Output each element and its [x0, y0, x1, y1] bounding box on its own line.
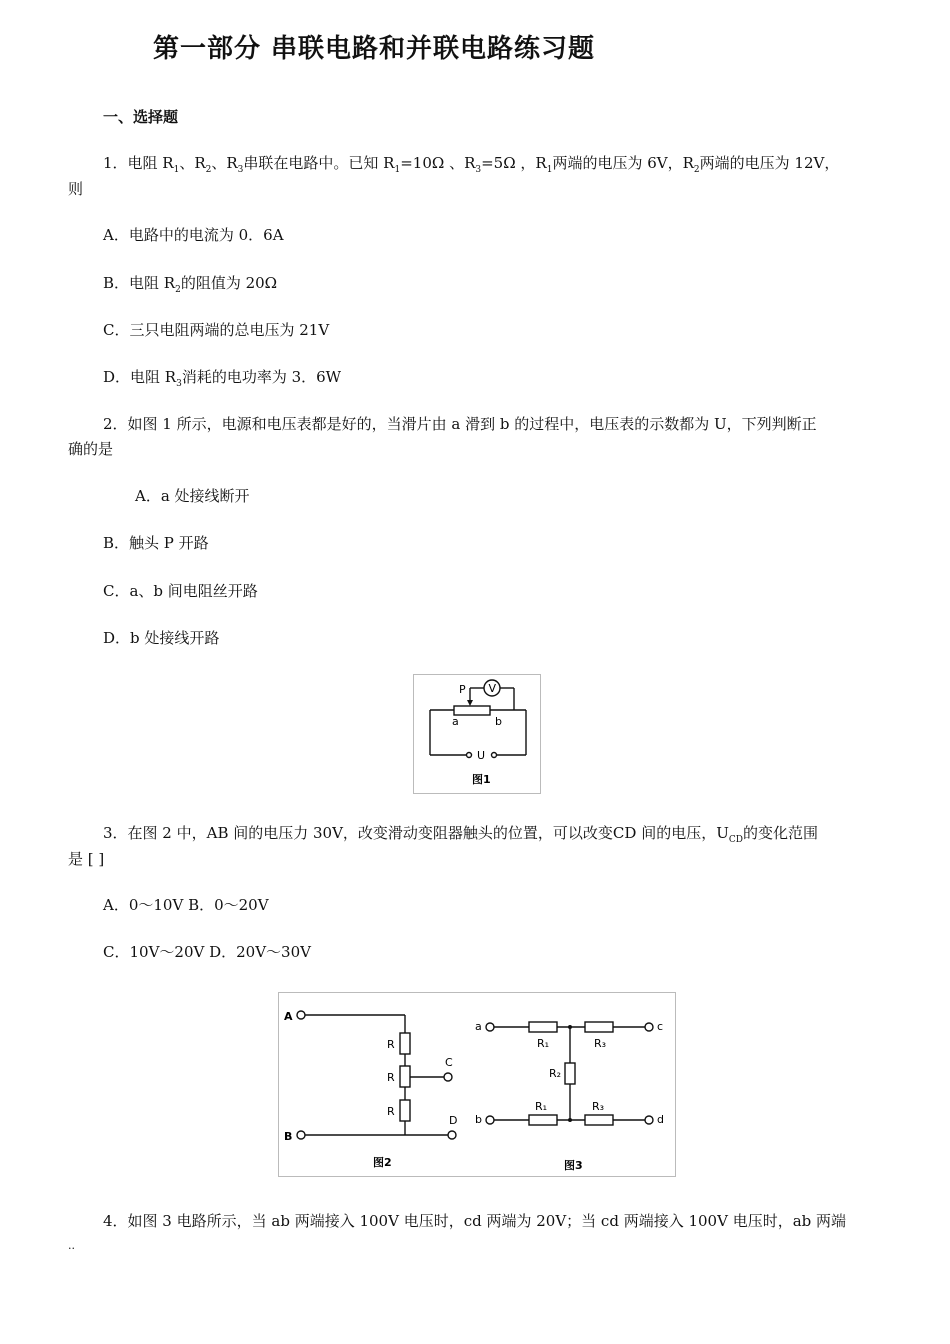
- fig2-r1-label: R: [387, 1038, 395, 1051]
- q3-options-ab: A．0～10V B．0～20V: [103, 896, 269, 914]
- fig3-resistor-top-right: [585, 1022, 613, 1032]
- fig3-r-top-left-label: R₁: [537, 1037, 550, 1050]
- fig3-resistor-bottom-right: [585, 1115, 613, 1125]
- q3-stem: 3．在图 2 中，AB 间的电压力 30V，改变滑动变阻器触头的位置，可以改变CD 间的电压，$U_{CD}$的变化范围: [103, 824, 818, 845]
- label-p: P: [459, 683, 466, 696]
- q2-option-c: C．a、b 间电阻丝开路: [103, 582, 258, 600]
- q3-options-cd: C．10V～20V D．20V～30V: [103, 943, 311, 961]
- q1-stem: 1．电阻 $R_1$、$R_2$、$R_3$串联在电路中。已知 $R_1=10\Omega$ 、$R_3=5\Omega$ ，$R_1$两端的电压为 6V，$R_2$两端的电压为 12V，: [103, 154, 840, 175]
- fig3-label-c: c: [657, 1020, 664, 1033]
- q4-stem-cont: ..: [68, 1239, 75, 1252]
- page-title: 第一部分 串联电路和并联电路练习题: [153, 34, 596, 64]
- label-u: U: [477, 749, 486, 762]
- fig3-r-top-right-label: R₃: [594, 1037, 607, 1050]
- fig2-label-b: B: [284, 1130, 293, 1143]
- fig3-r-bot-left-label: R₁: [535, 1100, 548, 1113]
- fig3-r-bot-right-label: R₃: [592, 1100, 605, 1113]
- q1-option-b: B．电阻 $R_2$的阻值为 20Ω: [103, 274, 278, 295]
- fig2-resistor-1: [400, 1033, 410, 1054]
- fig2-resistor-2: [400, 1066, 410, 1087]
- section-heading: 一、选择题: [103, 108, 179, 126]
- figure-1-caption: 图1: [472, 773, 491, 786]
- fig2-resistor-3: [400, 1100, 410, 1121]
- fig2-label-d: D: [449, 1114, 458, 1127]
- q4-stem: 4．如图 3 电路所示，当 ab 两端接入 100V 电压时，cd 两端为 20V；当 cd 两端接入 100V 电压时，ab 两端: [103, 1212, 847, 1230]
- voltmeter-label: V: [488, 682, 497, 695]
- q1-option-a: A．电路中的电流为 0．6A: [103, 226, 284, 244]
- label-b: b: [495, 715, 502, 728]
- rheostat-resistor: [454, 706, 490, 715]
- q2-option-a: A．a 处接线断开: [135, 487, 250, 505]
- fig3-label-b: b: [475, 1113, 482, 1126]
- q2-stem-cont: 确的是: [68, 440, 114, 458]
- fig3-r-mid-label: R₂: [549, 1067, 562, 1080]
- fig2-label-c: C: [445, 1056, 453, 1069]
- fig2-r2-label: R: [387, 1071, 395, 1084]
- fig2-label-a: A: [284, 1010, 293, 1023]
- figure-2-3-circuits: [278, 992, 676, 1177]
- fig3-label-d: d: [657, 1113, 664, 1126]
- fig2-r3-label: R: [387, 1105, 395, 1118]
- figure-1-circuit: [413, 674, 541, 794]
- q2-stem: 2．如图 1 所示，电源和电压表都是好的，当滑片由 a 滑到 b 的过程中，电压表的示数都为 U，下列判断正: [103, 415, 817, 433]
- fig3-resistor-middle: [565, 1063, 575, 1084]
- fig3-label-a: a: [475, 1020, 482, 1033]
- q3-stem-cont: 是 [ ]: [68, 850, 105, 868]
- q2-option-d: D．b 处接线开路: [103, 629, 220, 647]
- q2-option-b: B．触头 P 开路: [103, 534, 209, 552]
- q1-stem-cont: 则: [68, 180, 84, 198]
- figure-2-caption: 图2: [373, 1156, 392, 1169]
- fig3-resistor-bottom-left: [529, 1115, 557, 1125]
- q1-option-d: D．电阻 $R_3$消耗的电功率为 3．6W: [103, 368, 342, 389]
- figure-3-caption: 图3: [564, 1159, 583, 1172]
- fig3-resistor-top-left: [529, 1022, 557, 1032]
- label-a: a: [452, 715, 459, 728]
- q1-option-c: C．三只电阻两端的总电压为 21V: [103, 321, 330, 339]
